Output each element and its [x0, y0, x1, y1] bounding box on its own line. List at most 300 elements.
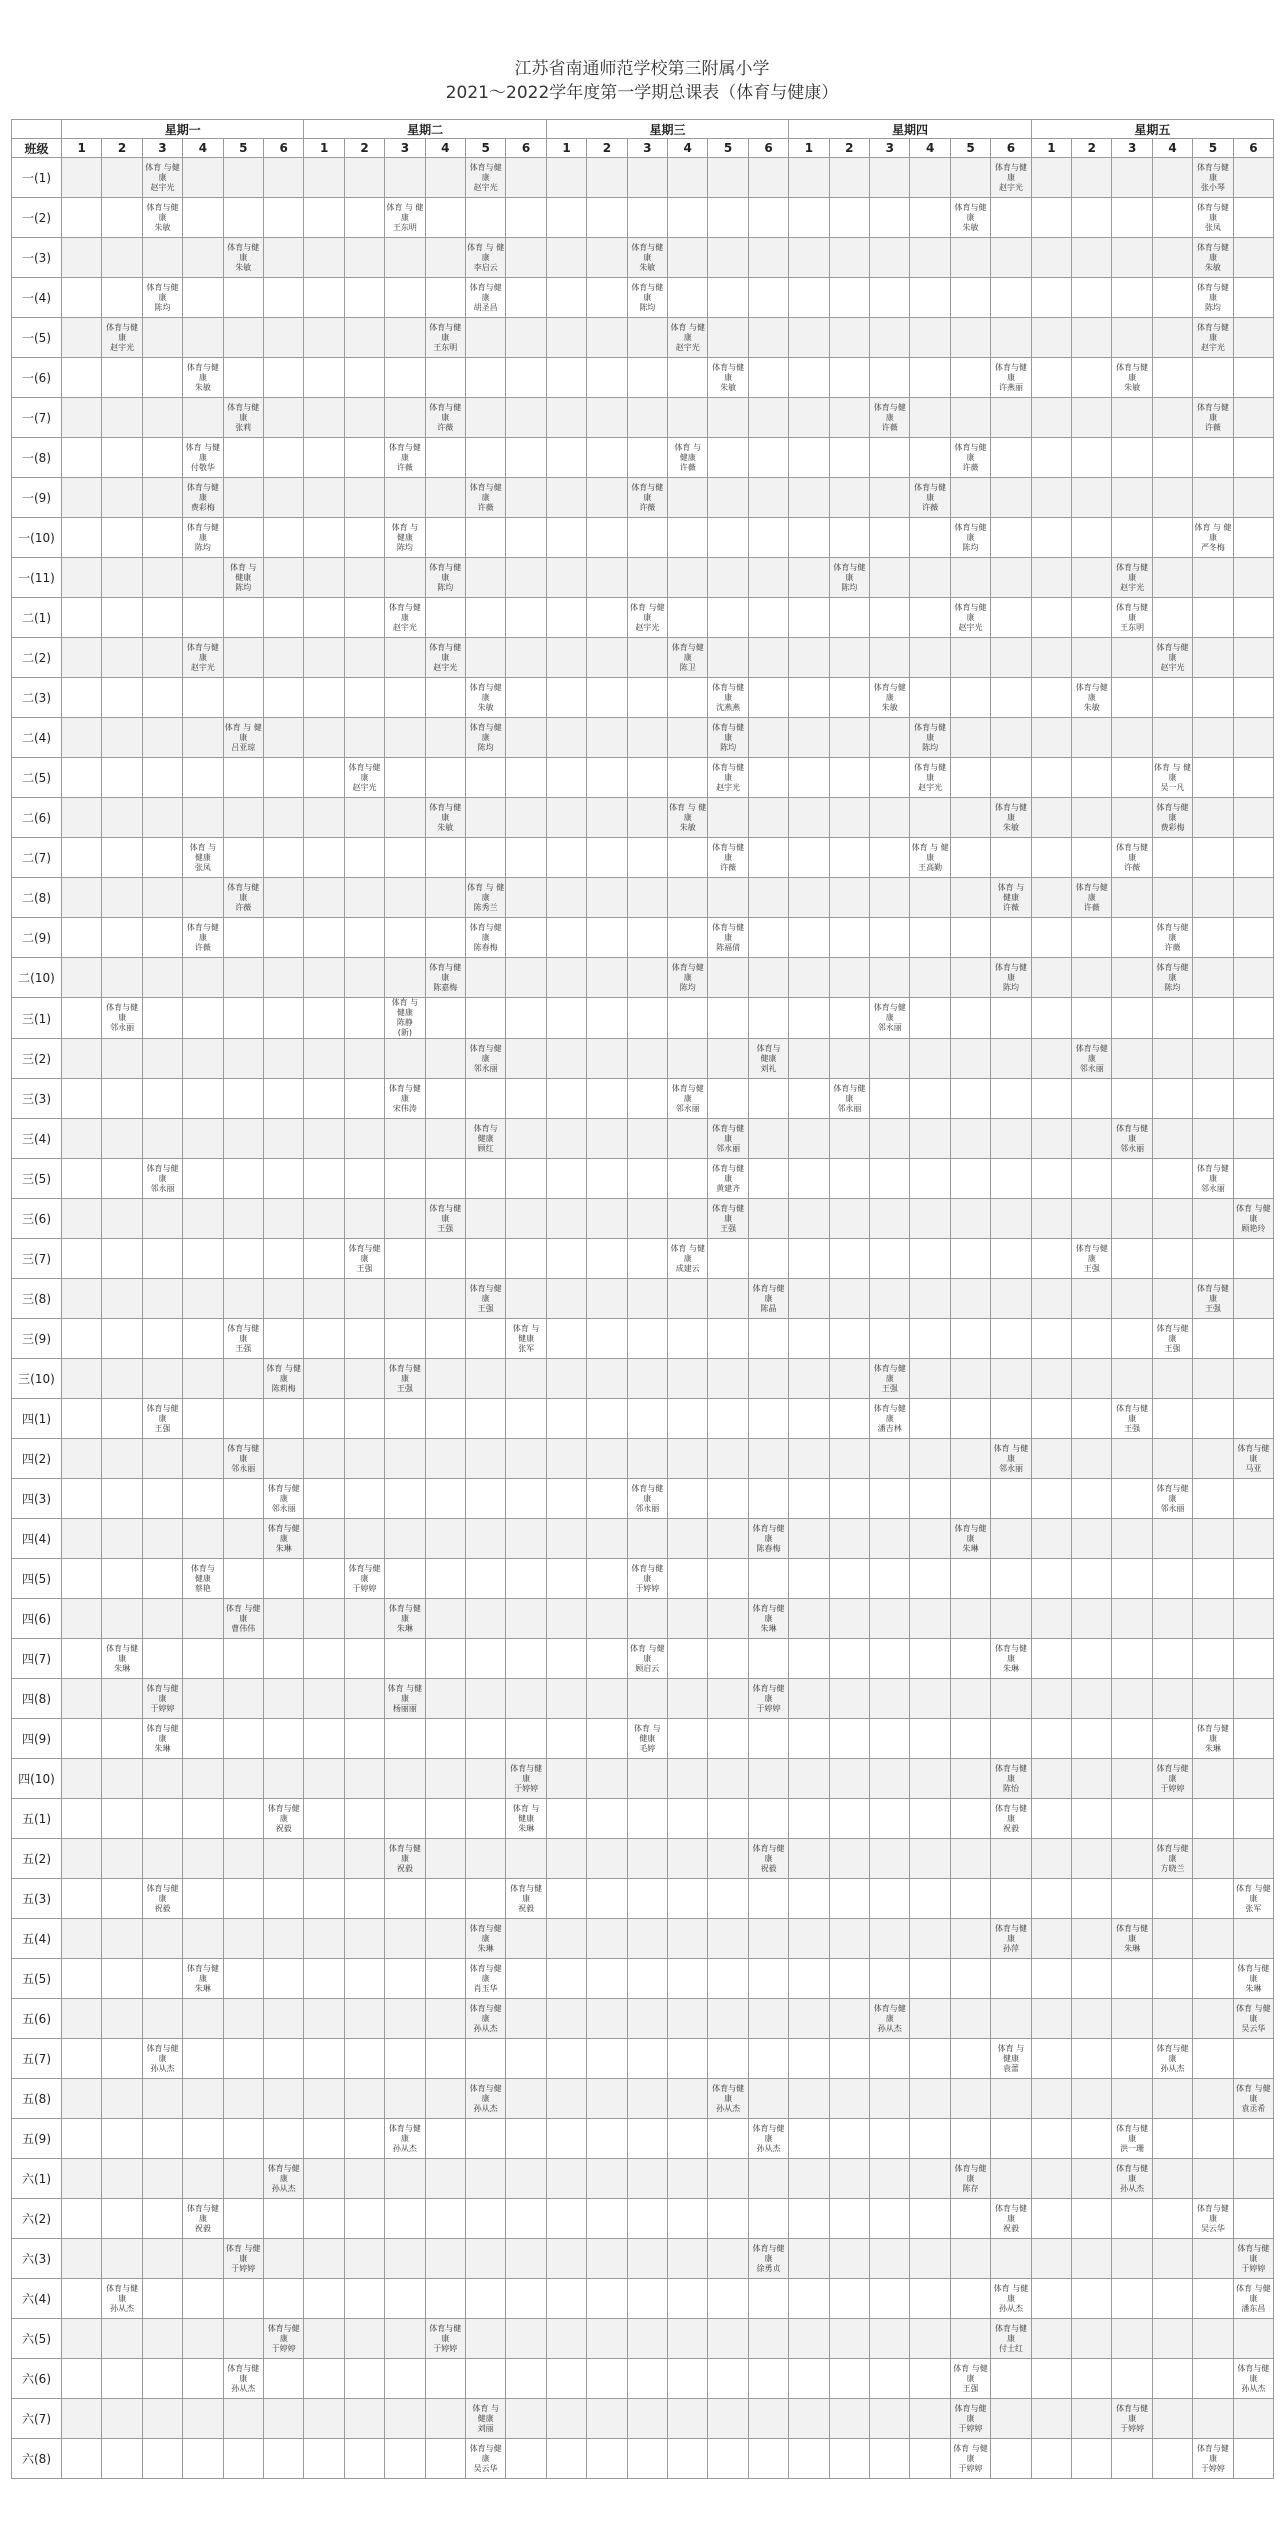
schedule-cell [1072, 2159, 1112, 2199]
schedule-cell [708, 278, 748, 318]
schedule-cell [506, 1279, 546, 1319]
schedule-cell [1233, 2399, 1273, 2439]
schedule-cell [789, 2399, 829, 2439]
class-name-cell: 六(5) [12, 2319, 62, 2359]
schedule-cell [465, 1479, 505, 1519]
table-row [12, 1039, 1274, 1079]
teacher-name: 于婷婷 [1120, 2423, 1145, 2433]
schedule-cell [829, 2439, 869, 2479]
schedule-cell [385, 1239, 425, 1279]
subject-label: 体育 与健 康 [953, 2443, 988, 2463]
period-header: 2 [344, 139, 384, 158]
schedule-cell [708, 1399, 748, 1439]
schedule-cell [223, 358, 263, 398]
lesson-entry [1112, 2124, 1151, 2154]
schedule-cell [142, 2319, 182, 2359]
schedule-cell [748, 198, 788, 238]
schedule-cell [102, 1519, 142, 1559]
schedule-cell [789, 598, 829, 638]
schedule-cell [829, 598, 869, 638]
schedule-cell [829, 1279, 869, 1319]
table-row [12, 518, 1274, 558]
schedule-cell [1152, 1759, 1192, 1799]
subject-label: 体育与健 康 [873, 1403, 906, 1423]
lesson-entry [991, 1644, 1030, 1674]
teacher-name: 许薇 [1002, 902, 1019, 912]
schedule-cell [870, 1999, 910, 2039]
teacher-name: 黄建齐 [716, 1183, 741, 1193]
teacher-name: 王东明 [433, 342, 458, 352]
schedule-cell [263, 1639, 303, 1679]
schedule-cell [223, 1559, 263, 1599]
schedule-cell [385, 1559, 425, 1599]
schedule-cell [748, 518, 788, 558]
schedule-cell [627, 1639, 667, 1679]
schedule-cell [627, 1919, 667, 1959]
teacher-name: 许薇 [881, 422, 898, 432]
class-name-cell: 五(4) [12, 1919, 62, 1959]
schedule-cell [1233, 798, 1273, 838]
schedule-cell [587, 2199, 627, 2239]
schedule-cell [102, 398, 142, 438]
class-name-cell: 三(7) [12, 1239, 62, 1279]
schedule-cell [183, 1479, 223, 1519]
teacher-name: 陈秀兰 [473, 902, 498, 912]
schedule-cell [587, 1639, 627, 1679]
lesson-entry [345, 1244, 384, 1274]
schedule-cell [1152, 2119, 1192, 2159]
table-row [12, 478, 1274, 518]
schedule-cell [385, 1039, 425, 1079]
schedule-cell [668, 2039, 708, 2079]
schedule-cell [991, 678, 1031, 718]
schedule-cell [223, 998, 263, 1039]
schedule-cell [1193, 1599, 1233, 1639]
teacher-name: 吴云华 [1241, 2023, 1266, 2033]
schedule-cell [1112, 1239, 1152, 1279]
page-title: 江苏省南通师范学校第三附属小学 [514, 59, 770, 79]
schedule-cell [1072, 1199, 1112, 1239]
schedule-cell [1233, 2119, 1273, 2159]
schedule-cell [385, 998, 425, 1039]
schedule-cell [748, 278, 788, 318]
schedule-cell [546, 798, 586, 838]
schedule-cell [465, 1799, 505, 1839]
schedule-cell [142, 2279, 182, 2319]
schedule-cell [1072, 678, 1112, 718]
table-row [12, 838, 1274, 878]
schedule-cell [304, 878, 344, 918]
schedule-cell [950, 558, 990, 598]
schedule-cell [223, 1239, 263, 1279]
teacher-name: 许薇 [1083, 902, 1100, 912]
schedule-cell [304, 1959, 344, 1999]
lesson-entry [991, 883, 1030, 913]
teacher-name: 赵宇光 [352, 782, 377, 792]
schedule-cell [102, 758, 142, 798]
schedule-cell [587, 2039, 627, 2079]
schedule-cell [1233, 1599, 1273, 1639]
schedule-cell [1112, 878, 1152, 918]
lesson-entry [628, 1484, 667, 1514]
schedule-cell [950, 1479, 990, 1519]
teacher-name: 王强 [1164, 1343, 1181, 1353]
schedule-cell [1233, 718, 1273, 758]
subject-label: 体育 与健 康 [993, 1443, 1029, 1463]
schedule-cell [708, 1319, 748, 1359]
schedule-cell [1112, 318, 1152, 358]
schedule-cell [991, 1799, 1031, 1839]
schedule-cell [546, 2119, 586, 2159]
schedule-cell [587, 2119, 627, 2159]
schedule-cell [223, 238, 263, 278]
schedule-cell [62, 998, 102, 1039]
schedule-cell [425, 1159, 465, 1199]
schedule-cell [465, 1639, 505, 1679]
schedule-cell [62, 1479, 102, 1519]
schedule-cell [668, 1639, 708, 1679]
schedule-cell [668, 998, 708, 1039]
schedule-cell [748, 478, 788, 518]
subject-label: 体育与健 康 [1075, 682, 1108, 702]
schedule-cell [708, 438, 748, 478]
schedule-cell [748, 2319, 788, 2359]
schedule-cell [385, 958, 425, 998]
subject-label: 体育与健 康 [873, 2003, 906, 2023]
schedule-cell [223, 1999, 263, 2039]
schedule-cell [62, 1439, 102, 1479]
class-name-cell: 二(8) [12, 878, 62, 918]
table-row [12, 1119, 1274, 1159]
table-row [12, 2319, 1274, 2359]
schedule-cell [870, 318, 910, 358]
schedule-cell [425, 2319, 465, 2359]
schedule-cell [142, 1479, 182, 1519]
schedule-cell [587, 1839, 627, 1879]
schedule-cell [789, 398, 829, 438]
lesson-entry [143, 203, 182, 233]
schedule-cell [1193, 1119, 1233, 1159]
schedule-cell [1152, 1679, 1192, 1719]
schedule-cell [789, 2319, 829, 2359]
table-row [12, 1839, 1274, 1879]
schedule-cell [708, 358, 748, 398]
schedule-cell [62, 1359, 102, 1399]
schedule-cell [425, 1599, 465, 1639]
schedule-cell [344, 1359, 384, 1399]
schedule-cell [748, 838, 788, 878]
lesson-entry [264, 1804, 303, 1834]
schedule-cell [1031, 1319, 1071, 1359]
teacher-name: 许薇 [1124, 862, 1141, 872]
subject-label: 体育与健 康 [267, 2163, 300, 2183]
schedule-cell [708, 1639, 748, 1679]
class-name-cell: 二(9) [12, 918, 62, 958]
schedule-cell [1233, 1239, 1273, 1279]
lesson-entry [183, 643, 222, 673]
schedule-cell [950, 1839, 990, 1879]
class-name-cell: 三(1) [12, 998, 62, 1039]
schedule-cell [627, 1679, 667, 1719]
schedule-cell [829, 838, 869, 878]
schedule-cell [142, 1799, 182, 1839]
teacher-name: 于婷婷 [958, 2423, 983, 2433]
class-name-cell: 四(7) [12, 1639, 62, 1679]
teacher-name: 陈福倩 [716, 942, 741, 952]
schedule-cell [1233, 2439, 1273, 2479]
period-header: 5 [708, 139, 748, 158]
schedule-cell [708, 838, 748, 878]
schedule-cell [950, 638, 990, 678]
lesson-entry [466, 923, 505, 953]
schedule-cell [870, 2399, 910, 2439]
lesson-entry [385, 523, 424, 553]
schedule-cell [789, 1359, 829, 1399]
schedule-cell [546, 2239, 586, 2279]
schedule-cell [870, 1759, 910, 1799]
lesson-entry [466, 2444, 505, 2474]
schedule-cell [910, 1159, 950, 1199]
schedule-cell [546, 1599, 586, 1639]
period-header: 4 [910, 139, 950, 158]
teacher-name: 邻永丽 [675, 1103, 700, 1113]
schedule-cell [829, 1359, 869, 1399]
schedule-cell [950, 1799, 990, 1839]
schedule-cell [344, 958, 384, 998]
schedule-cell [991, 918, 1031, 958]
schedule-cell [1193, 438, 1233, 478]
teacher-name: 赵宇光 [998, 182, 1023, 192]
schedule-cell [789, 1719, 829, 1759]
schedule-cell [950, 1239, 990, 1279]
schedule-cell [1112, 438, 1152, 478]
subject-label: 体育 与健 康 [387, 1683, 423, 1703]
subject-label: 体育与健康 [833, 562, 866, 582]
subject-label: 体育与健 康 [631, 482, 664, 502]
schedule-cell [1233, 918, 1273, 958]
lesson-entry [749, 1844, 788, 1874]
schedule-cell [344, 478, 384, 518]
schedule-cell [829, 1399, 869, 1439]
schedule-cell [183, 1679, 223, 1719]
subject-label: 体育与健 康 [712, 682, 745, 702]
lesson-entry [628, 1644, 667, 1674]
schedule-cell [991, 1239, 1031, 1279]
schedule-cell [708, 1879, 748, 1919]
subject-label: 体育与健 康 [1116, 2123, 1149, 2143]
schedule-cell [102, 2119, 142, 2159]
class-name-cell: 三(5) [12, 1159, 62, 1199]
schedule-cell [546, 1679, 586, 1719]
schedule-cell [183, 1759, 223, 1799]
schedule-cell [263, 158, 303, 198]
teacher-name: 顾红 [477, 1143, 494, 1153]
teacher-name: 王强 [1124, 1423, 1141, 1433]
schedule-cell [991, 838, 1031, 878]
schedule-cell [223, 198, 263, 238]
schedule-cell [102, 1079, 142, 1119]
subject-label: 体育与健 康 [1196, 1163, 1229, 1183]
teacher-name: 王强 [154, 1423, 171, 1433]
subject-label: 体育与 健康 [190, 1563, 215, 1583]
schedule-cell [62, 1679, 102, 1719]
schedule-cell [1112, 998, 1152, 1039]
schedule-cell [546, 238, 586, 278]
lesson-entry [506, 1764, 545, 1794]
lesson-entry [870, 683, 909, 713]
schedule-cell [506, 518, 546, 558]
schedule-cell [1112, 2119, 1152, 2159]
schedule-cell [506, 918, 546, 958]
schedule-cell [102, 518, 142, 558]
schedule-cell [1072, 518, 1112, 558]
schedule-cell [465, 1519, 505, 1559]
schedule-cell [1152, 1519, 1192, 1559]
schedule-cell [587, 1879, 627, 1919]
schedule-cell [465, 1559, 505, 1599]
teacher-name: 王强 [235, 1343, 252, 1353]
schedule-cell [587, 598, 627, 638]
schedule-cell [223, 1839, 263, 1879]
schedule-cell [102, 238, 142, 278]
table-row [12, 1239, 1274, 1279]
schedule-cell [223, 518, 263, 558]
lesson-entry [1153, 1764, 1192, 1794]
table-row [12, 1479, 1274, 1519]
schedule-cell [1031, 878, 1071, 918]
schedule-cell [344, 2119, 384, 2159]
schedule-cell [385, 2079, 425, 2119]
schedule-cell [748, 1319, 788, 1359]
schedule-cell [870, 1799, 910, 1839]
teacher-name: 许薇 [679, 462, 696, 472]
schedule-cell [1152, 2079, 1192, 2119]
schedule-cell [1031, 718, 1071, 758]
schedule-cell [62, 1919, 102, 1959]
schedule-cell [344, 2319, 384, 2359]
schedule-cell [1031, 238, 1071, 278]
schedule-cell [1152, 1479, 1192, 1519]
subject-label: 体育与健 康 [752, 1683, 785, 1703]
schedule-cell [304, 1799, 344, 1839]
teacher-name: 许薇 [1204, 422, 1221, 432]
schedule-cell [1233, 358, 1273, 398]
schedule-cell [1031, 638, 1071, 678]
schedule-cell [1233, 318, 1273, 358]
schedule-cell [627, 2199, 667, 2239]
schedule-cell [668, 1759, 708, 1799]
schedule-cell [708, 798, 748, 838]
schedule-cell [385, 2239, 425, 2279]
subject-label: 体育与健 康 [752, 1843, 785, 1863]
schedule-cell [1031, 598, 1071, 638]
lesson-entry [385, 998, 424, 1038]
schedule-cell [546, 198, 586, 238]
lesson-entry [183, 363, 222, 393]
schedule-cell [62, 838, 102, 878]
class-name-cell: 五(2) [12, 1839, 62, 1879]
schedule-cell [142, 1759, 182, 1799]
teacher-name: 肖玉华 [473, 1983, 498, 1993]
period-header: 1 [62, 139, 102, 158]
schedule-cell [385, 2159, 425, 2199]
schedule-cell [910, 438, 950, 478]
lesson-entry [264, 1364, 303, 1394]
schedule-cell [62, 1999, 102, 2039]
schedule-cell [1233, 998, 1273, 1039]
schedule-cell [385, 2279, 425, 2319]
table-row [12, 1399, 1274, 1439]
schedule-cell [425, 2159, 465, 2199]
schedule-cell [304, 1239, 344, 1279]
schedule-cell [385, 358, 425, 398]
schedule-cell [183, 2159, 223, 2199]
schedule-cell [829, 1479, 869, 1519]
schedule-cell [1233, 1999, 1273, 2039]
schedule-cell [1112, 2199, 1152, 2239]
subject-label: 体育与健 康 [712, 2083, 745, 2103]
schedule-cell [344, 1519, 384, 1559]
subject-label: 体育与健 康 [1196, 322, 1229, 342]
subject-label: 体育 与健 康 [670, 322, 705, 342]
schedule-cell [627, 1759, 667, 1799]
subject-label: 体育与健 康 [671, 642, 704, 662]
table-row [12, 1799, 1274, 1839]
schedule-cell [385, 1879, 425, 1919]
schedule-cell [950, 2279, 990, 2319]
schedule-cell [142, 1639, 182, 1679]
lesson-entry [708, 683, 747, 713]
schedule-cell [102, 1559, 142, 1599]
schedule-cell [1031, 2359, 1071, 2399]
schedule-cell [1031, 1759, 1071, 1799]
schedule-cell [991, 758, 1031, 798]
teacher-name: 方晓兰 [1160, 1863, 1185, 1873]
teacher-name: 赵宇光 [1160, 662, 1185, 672]
schedule-cell [102, 838, 142, 878]
schedule-cell [506, 2279, 546, 2319]
schedule-cell [506, 158, 546, 198]
schedule-cell [1193, 1439, 1233, 1479]
schedule-cell [1152, 1279, 1192, 1319]
schedule-cell [1031, 478, 1071, 518]
schedule-cell [627, 2039, 667, 2079]
schedule-cell [950, 358, 990, 398]
subject-label: 体育与健 康 [1116, 1923, 1149, 1943]
lesson-entry [426, 963, 465, 993]
teacher-name: 于婷婷 [514, 1783, 539, 1793]
schedule-cell [465, 478, 505, 518]
schedule-cell [1193, 2439, 1233, 2479]
schedule-cell [910, 718, 950, 758]
schedule-cell [1112, 1559, 1152, 1599]
schedule-cell [223, 2319, 263, 2359]
schedule-cell [465, 2159, 505, 2199]
subject-label: 体育与健 康 [1196, 162, 1229, 182]
subject-label: 体育与健 康 [469, 1963, 502, 1983]
schedule-cell [1112, 758, 1152, 798]
schedule-cell [789, 1479, 829, 1519]
teacher-name: 许薇 [477, 502, 494, 512]
schedule-cell [102, 1119, 142, 1159]
schedule-cell [910, 2359, 950, 2399]
subject-label: 体育与健 康 [510, 1883, 543, 1903]
schedule-cell [1072, 2239, 1112, 2279]
teacher-name: 赵宇光 [392, 622, 417, 632]
subject-label: 体育与健 康 [186, 1963, 219, 1983]
subject-label: 体育与健 康 [914, 482, 947, 502]
schedule-cell [748, 1279, 788, 1319]
